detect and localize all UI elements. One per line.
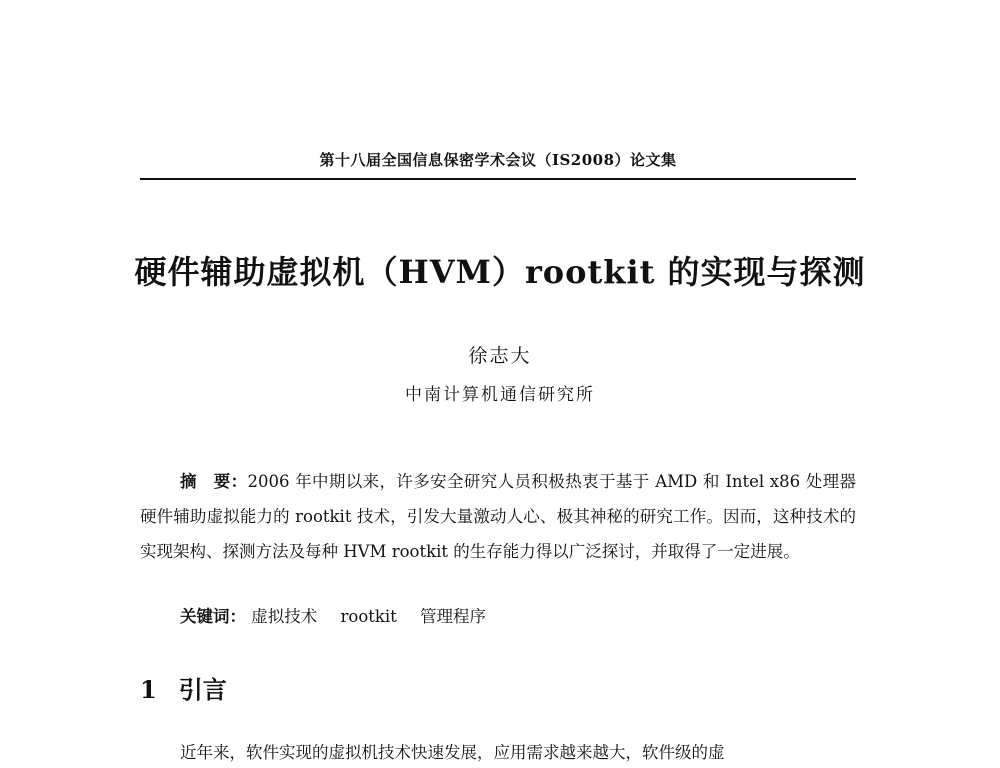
body-text-line: 近年来，软件实现的虚拟机技术快速发展，应用需求越来越大，软件级的虚 xyxy=(180,743,725,762)
keyword-item: 虚拟技术 xyxy=(251,607,318,626)
running-header: 第十八届全国信息保密学术会议（IS2008）论文集 xyxy=(319,151,677,169)
abstract-label: 摘 要： xyxy=(180,472,248,491)
abstract-text: 2006 年中期以来，许多安全研究人员积极热衷于基于 AMD 和 Intel x86 处理器硬件辅助虚拟能力的 rootkit 技术，引发大量激动人心、极其神秘的研究工作。因而，这种技术的实现架构、探测方法及每种 HVM rootkit 的生存能力得以广泛探讨，并取得了一定进展。 xyxy=(140,472,856,561)
header-rule xyxy=(140,178,856,180)
author-affiliation: 中南计算机通信研究所 xyxy=(405,385,595,405)
keywords-label: 关键词： xyxy=(180,607,246,626)
author-name: 徐志大 xyxy=(468,345,532,367)
paper-title: 硬件辅助虚拟机（HVM）rootkit 的实现与探测 xyxy=(134,253,866,291)
section-heading xyxy=(140,670,227,705)
section-number: 1 xyxy=(140,675,157,704)
section-title: 引言 xyxy=(178,675,227,704)
keyword-item: 管理程序 xyxy=(420,607,487,626)
abstract-paragraph xyxy=(140,464,856,569)
keywords-line xyxy=(180,602,856,632)
keyword-item: rootkit xyxy=(340,607,397,626)
